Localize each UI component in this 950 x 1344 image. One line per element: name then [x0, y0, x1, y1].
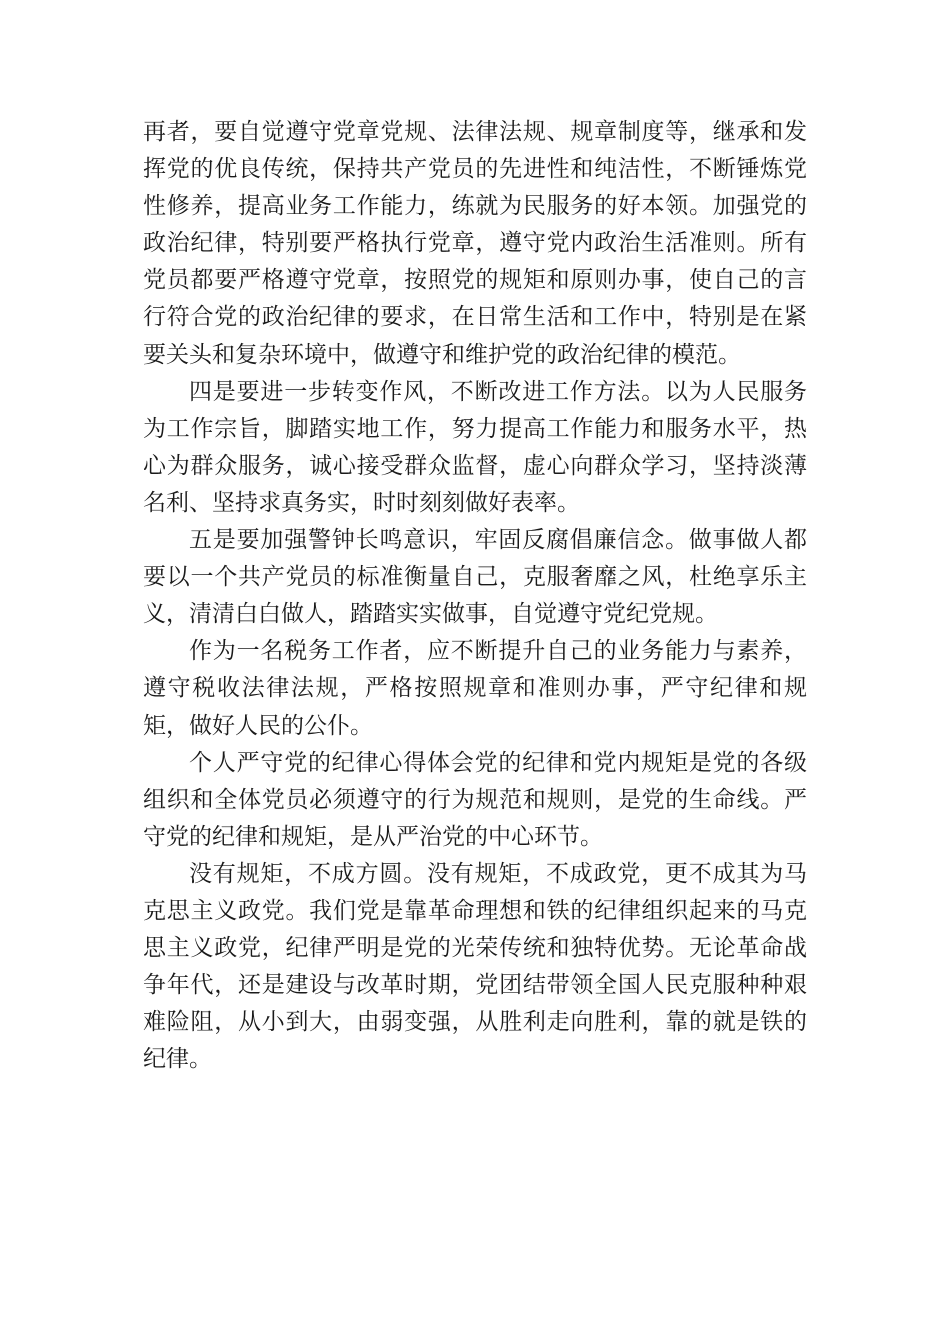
paragraph-3: 五是要加强警钟长鸣意识，牢固反腐倡廉信念。做事做人都要以一个共产党员的标准衡量自己，克服奢靡之风，杜绝享乐主义，清清白白做人，踏踏实实做事，自觉遵守党纪党规。 — [143, 527, 807, 628]
document-body — [143, 114, 807, 1078]
paragraph-2: 四是要进一步转变作风，不断改进工作方法。以为人民服务为工作宗旨，脚踏实地工作，努力提高工作能力和服务水平，热心为群众服务，诚心接受群众监督，虚心向群众学习，坚持淡薄名利、坚持求真务实，时时刻刻做好表率。 — [143, 378, 807, 516]
paragraph-4: 作为一名税务工作者，应不断提升自己的业务能力与素养，遵守税收法律法规，严格按照规章和准则办事，严守纪律和规矩，做好人民的公仆。 — [143, 638, 807, 739]
paragraph-6: 没有规矩，不成方圆。没有规矩，不成政党，更不成其为马克思主义政党。我们党是靠革命理想和铁的纪律组织起来的马克思主义政党，纪律严明是党的光荣传统和独特优势。无论革命战争年代，还是建设与改革时期，党团结带领全国人民克服种种艰难险阻，从小到大，由弱变强，从胜利走向胜利，靠的就是铁的纪律。 — [143, 860, 807, 1073]
paragraph-1: 再者，要自觉遵守党章党规、法律法规、规章制度等，继承和发挥党的优良传统，保持共产党员的先进性和纯洁性，不断锤炼党性修养，提高业务工作能力，练就为民服务的好本领。加强党的政治纪律，特别要严格执行党章，遵守党内政治生活准则。所有党员都要严格遵守党章，按照党的规矩和原则办事，使自己的言行符合党的政治纪律的要求，在日常生活和工作中，特别是在紧要关头和复杂环境中，做遵守和维护党的政治纪律的模范。 — [143, 119, 807, 368]
paragraph-5: 个人严守党的纪律心得体会党的纪律和党内规矩是党的各级组织和全体党员必须遵守的行为规范和规则，是党的生命线。严守党的纪律和规矩，是从严治党的中心环节。 — [143, 749, 807, 850]
